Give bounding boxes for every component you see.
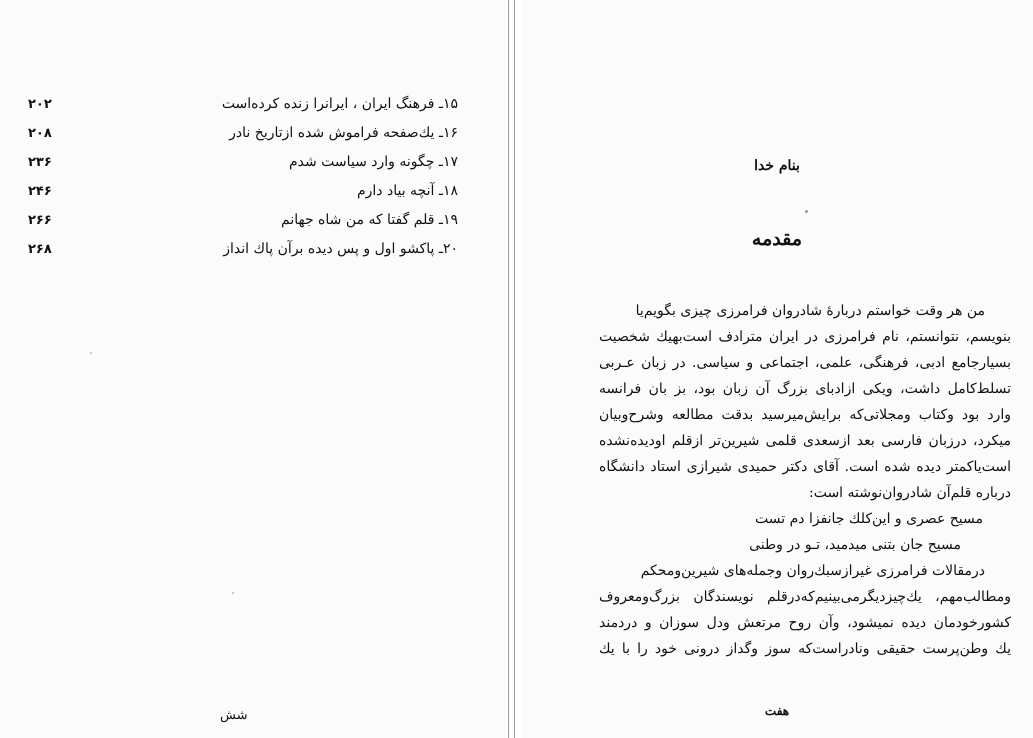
toc-title: ۱۵ـ فرهنگ ایران ، ایرانرا زنده کرده‌است [221, 96, 458, 112]
toc-title: ۱۶ـ یك‌صفحه فراموش شده ازتاریخ نادر [229, 125, 458, 141]
paper-speck [232, 592, 234, 594]
toc-page-number: ۲۰۲ [28, 97, 52, 112]
table-of-contents [28, 90, 458, 264]
text-line: من هر وقت خواستم دربارهٔ شادروان فرامرزی چیزی بگویم‌یا [635, 303, 985, 319]
text-line: ومطالب‌مهم، یك‌چیزدیگرمی‌بینیم‌که‌درقلم نویسندگان بزرگ‌ومعروف [599, 589, 1011, 605]
toc-row [28, 235, 458, 264]
page-gutter-line [514, 0, 515, 738]
invocation-line: بنام خدا [754, 158, 800, 174]
toc-page-number: ۲۰۸ [28, 126, 52, 141]
page-gutter-line [508, 0, 509, 738]
left-page [0, 0, 506, 738]
body-text [599, 298, 1011, 662]
verse-line: مسیح جان بتنی میدمید، تـو در وطنی [749, 537, 961, 553]
paper-speck [90, 352, 92, 354]
text-line: است‌یاکمتر دیده شده است. آقای دکتر حمیدی شیرازی استاد دانشگاه [599, 459, 1011, 475]
toc-title: ۱۹ـ قلم گفتا که من شاه جهانم [281, 212, 458, 228]
toc-row [28, 119, 458, 148]
toc-row [28, 177, 458, 206]
toc-title: ۱۷ـ چگونه وارد سیاست شدم [288, 154, 458, 170]
text-line: وارد بود وکتاب ومجلاتی‌که برایش‌میرسید بدقت مطالعه وشرح‌وبیان [599, 407, 1011, 423]
paper-speck [805, 210, 808, 213]
toc-row [28, 90, 458, 119]
text-line: درمقالات فرامرزی غیرازسبك‌روان وجمله‌های شیرین‌ومحکم [640, 563, 985, 579]
text-line: یك وطن‌پرست حقیقی ونادراست‌که سوز وگداز درونی خود را با یك [599, 641, 1011, 657]
toc-title: ۲۰ـ پاکشو اول و پس دیده برآن پاك انداز [223, 241, 458, 257]
text-line: بنویسم، نتوانستم، نام فرامرزی در ایران مترادف است‌بهیك شخصیت [599, 329, 1011, 345]
page-title: مقدمه [751, 228, 803, 250]
text-line: درباره قلم‌آن شادروان‌نوشته است: [808, 485, 1011, 501]
toc-title: ۱۸ـ آنچه بیاد دارم [356, 183, 458, 199]
right-page [521, 0, 1033, 738]
page-folio: شش [220, 708, 248, 723]
text-line: میکرد، درزبان فارسی بعد ازسعدی قلمی شیرین‌تر ازقلم اودیده‌نشده [599, 433, 1011, 449]
toc-row [28, 206, 458, 235]
toc-page-number: ۲۳۶ [28, 155, 52, 170]
verse-line: مسیح عصری و این‌کلك جانفزا دم تست [755, 511, 983, 527]
text-line: بسیارجامع ادبی، فرهنگی، علمی، اجتماعی و سیاسی. در زبان عـربی [599, 355, 1011, 371]
toc-page-number: ۲۶۸ [28, 242, 52, 257]
toc-row [28, 148, 458, 177]
toc-page-number: ۲۴۶ [28, 184, 52, 199]
text-line: کشورخودمان دیده نمیشود، وآن روح مرتعش ودل سوزان و دردمند [599, 615, 1011, 631]
page-folio: هفت [764, 704, 790, 718]
toc-page-number: ۲۶۶ [28, 213, 52, 228]
text-line: تسلط‌کامل داشت، ویکی ازادبای بزرگ آن زبان بود، بز بان فرانسه [599, 381, 1011, 397]
